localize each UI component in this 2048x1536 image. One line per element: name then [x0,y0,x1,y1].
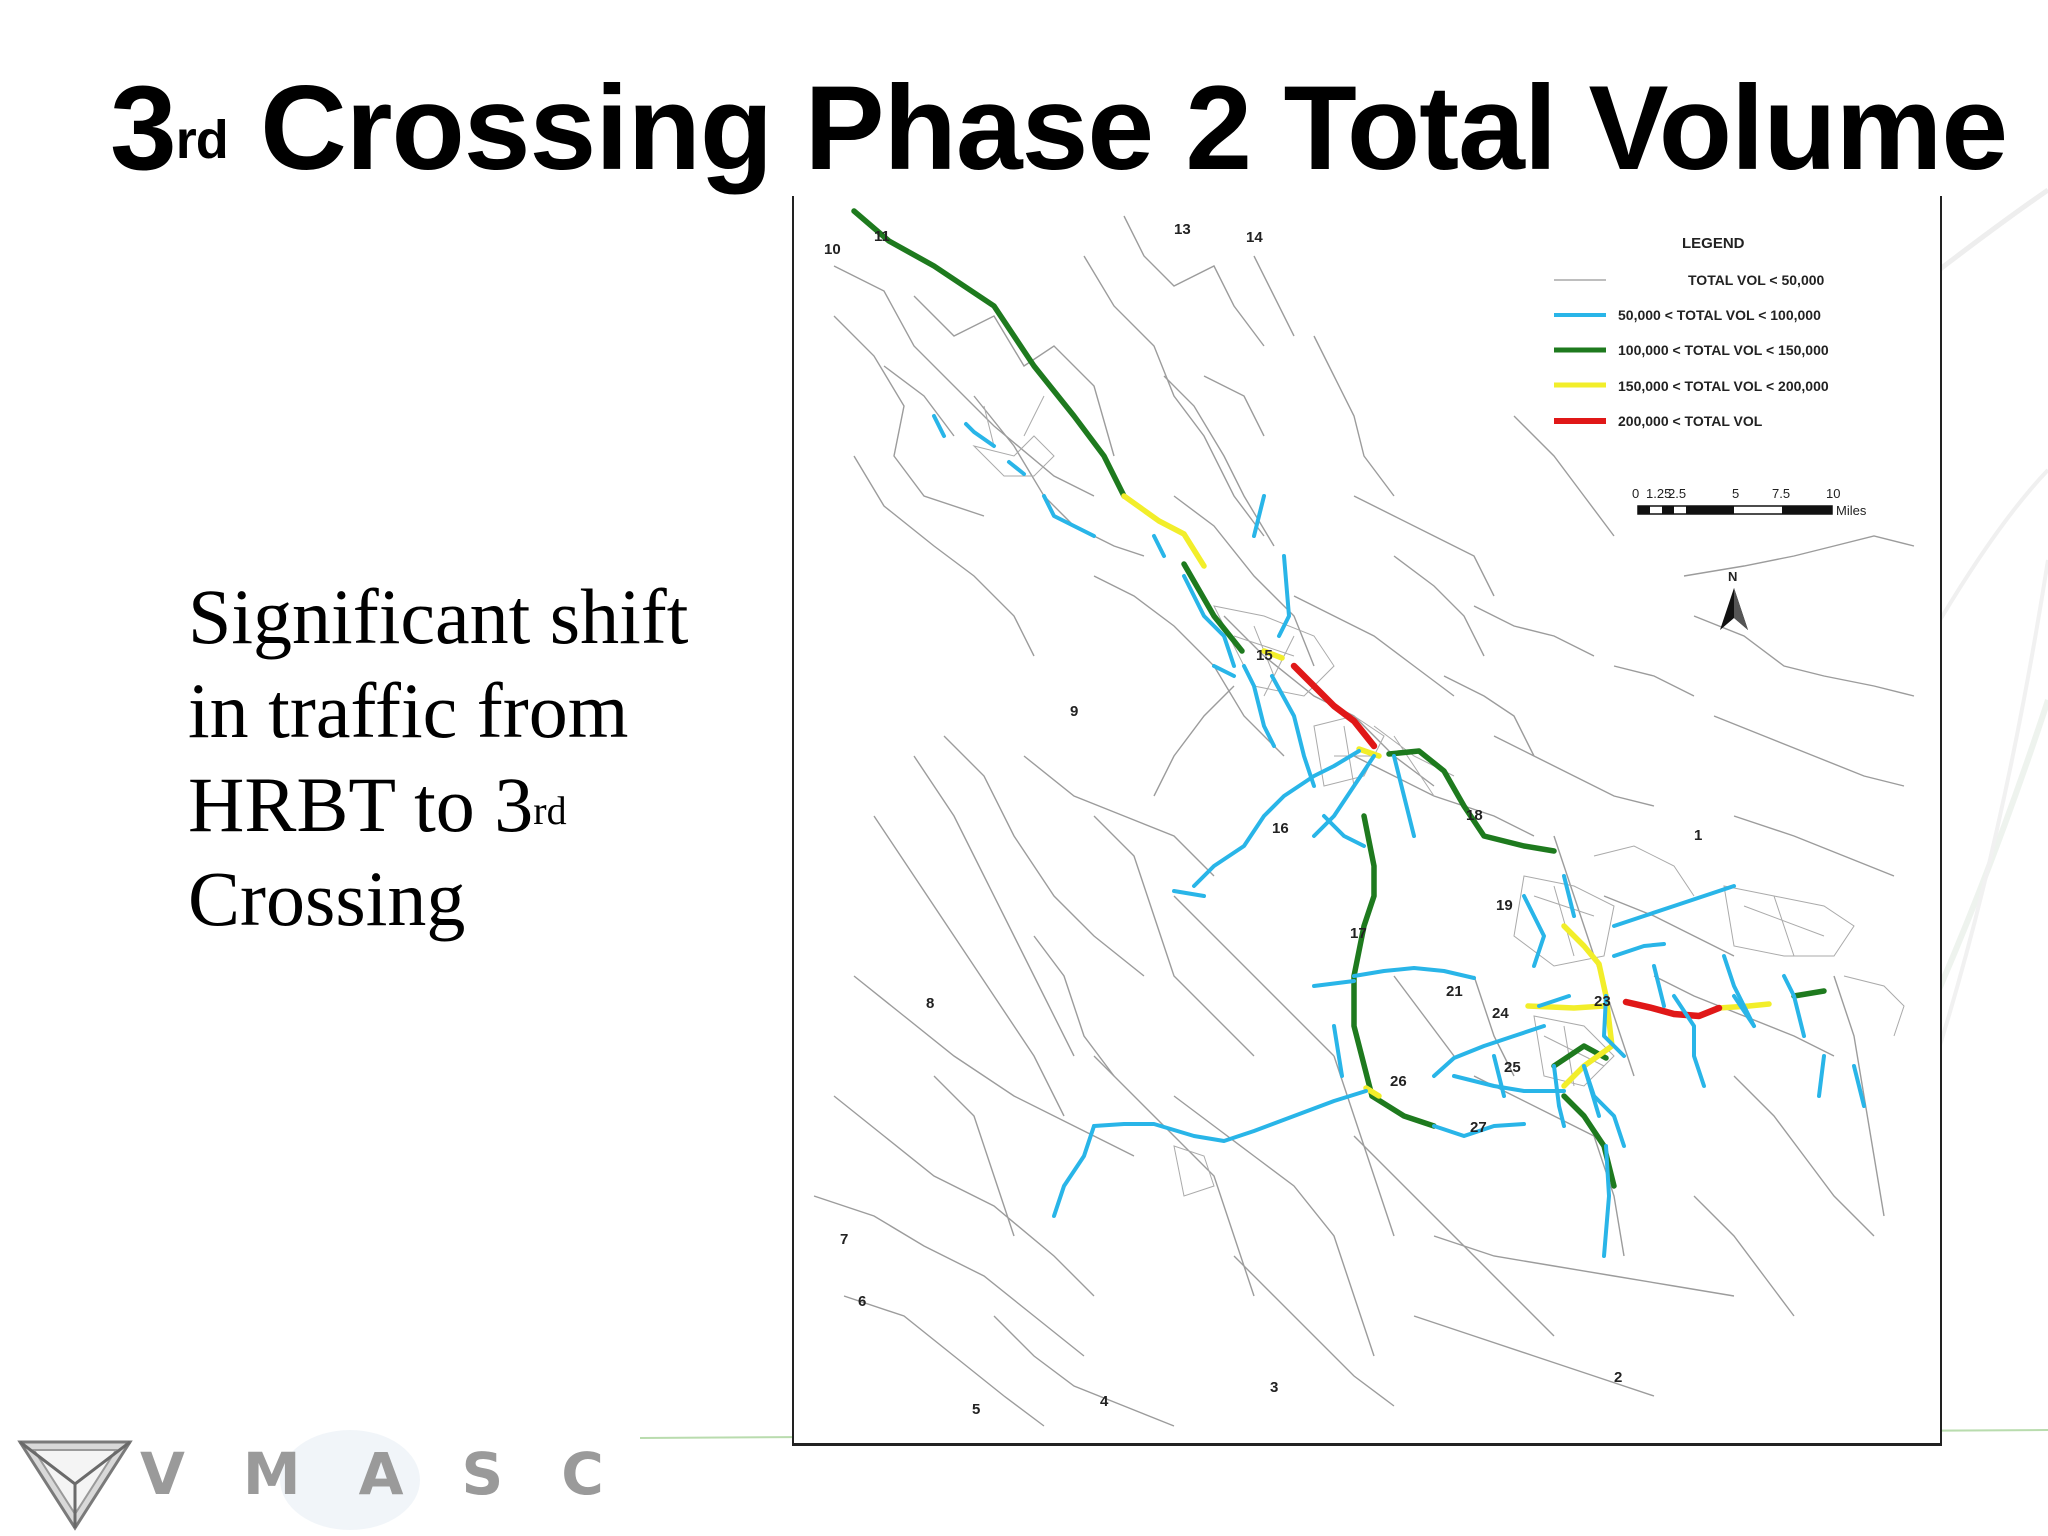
node-label-18: 18 [1466,807,1483,824]
scale-tick-5: 10 [1826,486,1841,501]
body-line-4: Crossing [188,855,466,942]
map-legend [1554,235,1829,429]
scale-tick-2: 2.5 [1668,486,1687,501]
node-label-15: 15 [1256,647,1273,664]
vmasc-triangle-logo-icon [20,1442,130,1528]
volume-links [854,211,1864,1256]
node-label-25: 25 [1504,1059,1521,1076]
north-arrow-icon [1720,569,1748,630]
body-line-3: HRBT to 3rd [188,761,567,848]
node-label-1: 1 [1694,827,1703,844]
logo-wordmark: VMASC [140,1440,662,1508]
legend-item-4: 150,000 < TOTAL VOL < 200,000 [1618,378,1829,394]
legend-item-3: 100,000 < TOTAL VOL < 150,000 [1618,342,1829,358]
scale-tick-4: 7.5 [1772,486,1791,501]
node-label-6: 6 [858,1293,867,1310]
legend-item-2: 50,000 < TOTAL VOL < 100,000 [1618,307,1821,323]
legend-title: LEGEND [1682,235,1745,252]
legend-item-5: 200,000 < TOTAL VOL [1618,413,1763,429]
legend-item-1: TOTAL VOL < 50,000 [1688,272,1825,288]
page-title: 3rd Crossing Phase 2 Total Volume [110,61,2008,195]
node-label-11: 11 [874,228,890,245]
node-label-10: 10 [824,241,841,258]
scale-tick-0: 0 [1632,486,1640,501]
node-label-19: 19 [1496,897,1513,914]
node-label-4: 4 [1100,1393,1109,1410]
node-label-27: 27 [1470,1119,1487,1136]
node-label-21: 21 [1446,983,1463,1000]
body-text [188,570,748,946]
traffic-volume-map [792,196,1942,1446]
node-label-26: 26 [1390,1073,1407,1090]
node-label-23: 23 [1594,993,1611,1010]
node-label-5: 5 [972,1401,981,1418]
node-label-3: 3 [1270,1379,1279,1396]
body-line-2: in traffic from [188,667,629,754]
north-label: N [1728,569,1738,584]
node-label-16: 16 [1272,820,1289,837]
scale-bar [1632,486,1867,518]
node-label-7: 7 [840,1231,849,1248]
node-label-24: 24 [1492,1005,1509,1022]
node-label-13: 13 [1174,221,1191,238]
node-label-2: 2 [1614,1369,1623,1386]
scale-tick-1: 1.25 [1646,486,1672,501]
scale-tick-3: 5 [1732,486,1740,501]
node-label-9: 9 [1070,703,1079,720]
node-label-17: 17 [1350,925,1367,942]
node-label-14: 14 [1246,229,1263,246]
body-line-1: Significant shift [188,573,689,660]
node-label-8: 8 [926,995,935,1012]
scale-unit: Miles [1836,503,1867,518]
